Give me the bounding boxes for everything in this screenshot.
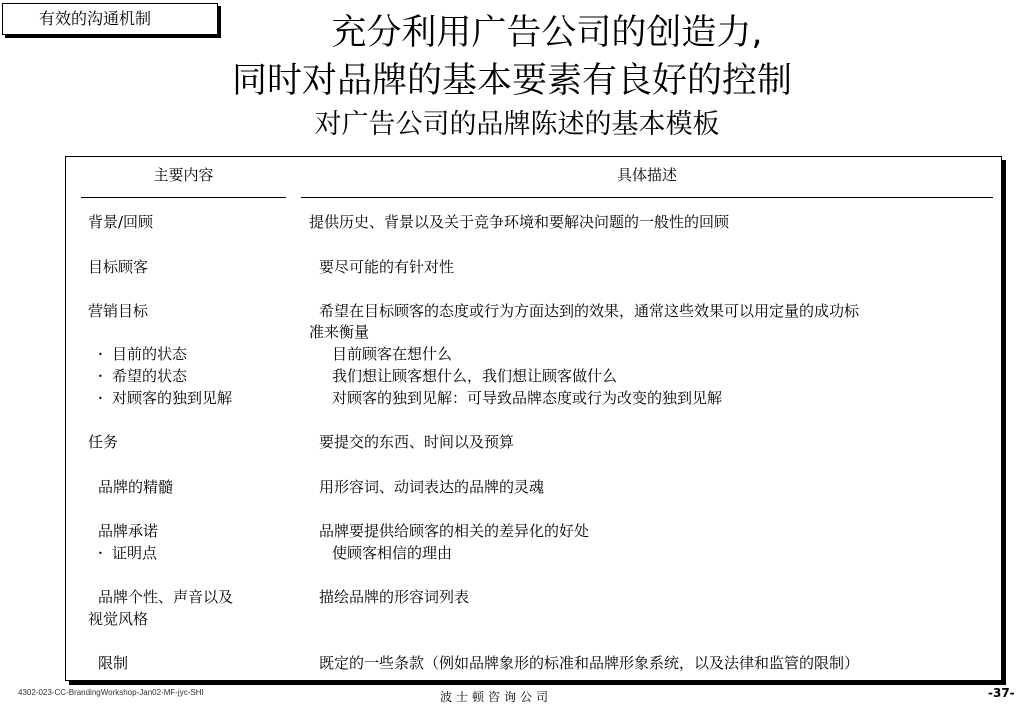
row-description: 目前顾客在想什么 (332, 345, 453, 363)
footer-company-name: 波士顿咨询公司 (440, 690, 553, 704)
row-label: • 证明点 (98, 544, 158, 562)
row-description: 我们想让顾客想什么，我们想让顾客做什么 (332, 367, 618, 385)
row-label-continued: 视觉风格 (88, 610, 149, 628)
template-table (65, 156, 1002, 681)
column-header-description: 具体描述 (616, 166, 677, 184)
footer-file-reference: 4302-023-CC-BrandingWorkshop-Jan02-MF-jyc-SHI (18, 688, 204, 697)
header-divider-left (81, 197, 286, 198)
row-label: • 目前的状态 (98, 345, 188, 363)
row-description: 希望在目标顾客的态度或行为方面达到的效果，通常这些效果可以用定量的成功标 (319, 302, 860, 320)
row-description: 使顾客相信的理由 (332, 544, 453, 562)
row-description: 要提交的东西、时间以及预算 (319, 433, 515, 451)
row-description: 用形容词、动词表达的品牌的灵魂 (319, 478, 545, 496)
row-description: 描绘品牌的形容词列表 (319, 588, 470, 606)
page-title-line2: 同时对品牌的基本要素有良好的控制 (231, 61, 792, 101)
row-label: 背景/回顾 (88, 213, 154, 231)
section-tag: 有效的沟通机制 (2, 3, 218, 35)
row-label: 目标顾客 (88, 258, 149, 276)
row-label: 任务 (88, 433, 119, 451)
page-subtitle: 对广告公司的品牌陈述的基本模板 (314, 109, 720, 140)
bullet-icon: • (98, 394, 103, 403)
row-description: 品牌要提供给顾客的相关的差异化的好处 (319, 522, 590, 540)
row-label: 营销目标 (88, 302, 149, 320)
row-label: 品牌个性、声音以及 (98, 588, 234, 606)
row-description: 要尽可能的有针对性 (319, 258, 455, 276)
row-description: 提供历史、背景以及关于竞争环境和要解决问题的一般性的回顾 (309, 213, 730, 231)
bullet-icon: • (98, 350, 103, 359)
bullet-icon: • (98, 549, 103, 558)
row-label: • 希望的状态 (98, 367, 188, 385)
bullet-icon: • (98, 372, 103, 381)
row-label: 限制 (98, 654, 129, 672)
row-label: 品牌的精髓 (98, 478, 174, 496)
row-description-continued: 准来衡量 (309, 323, 370, 341)
row-label: 品牌承诺 (98, 522, 159, 540)
page-title-line1: 充分利用广告公司的创造力, (331, 13, 763, 53)
row-label: • 对顾客的独到见解 (98, 389, 233, 407)
header-divider-right (301, 197, 993, 198)
row-description: 既定的一些条款（例如品牌象形的标准和品牌形象系统，以及法律和监管的限制） (319, 654, 860, 672)
column-header-main-content: 主要内容 (153, 166, 214, 184)
row-description: 对顾客的独到见解：可导致品牌态度或行为改变的独到见解 (332, 389, 723, 407)
page-number: -37- (988, 686, 1015, 700)
